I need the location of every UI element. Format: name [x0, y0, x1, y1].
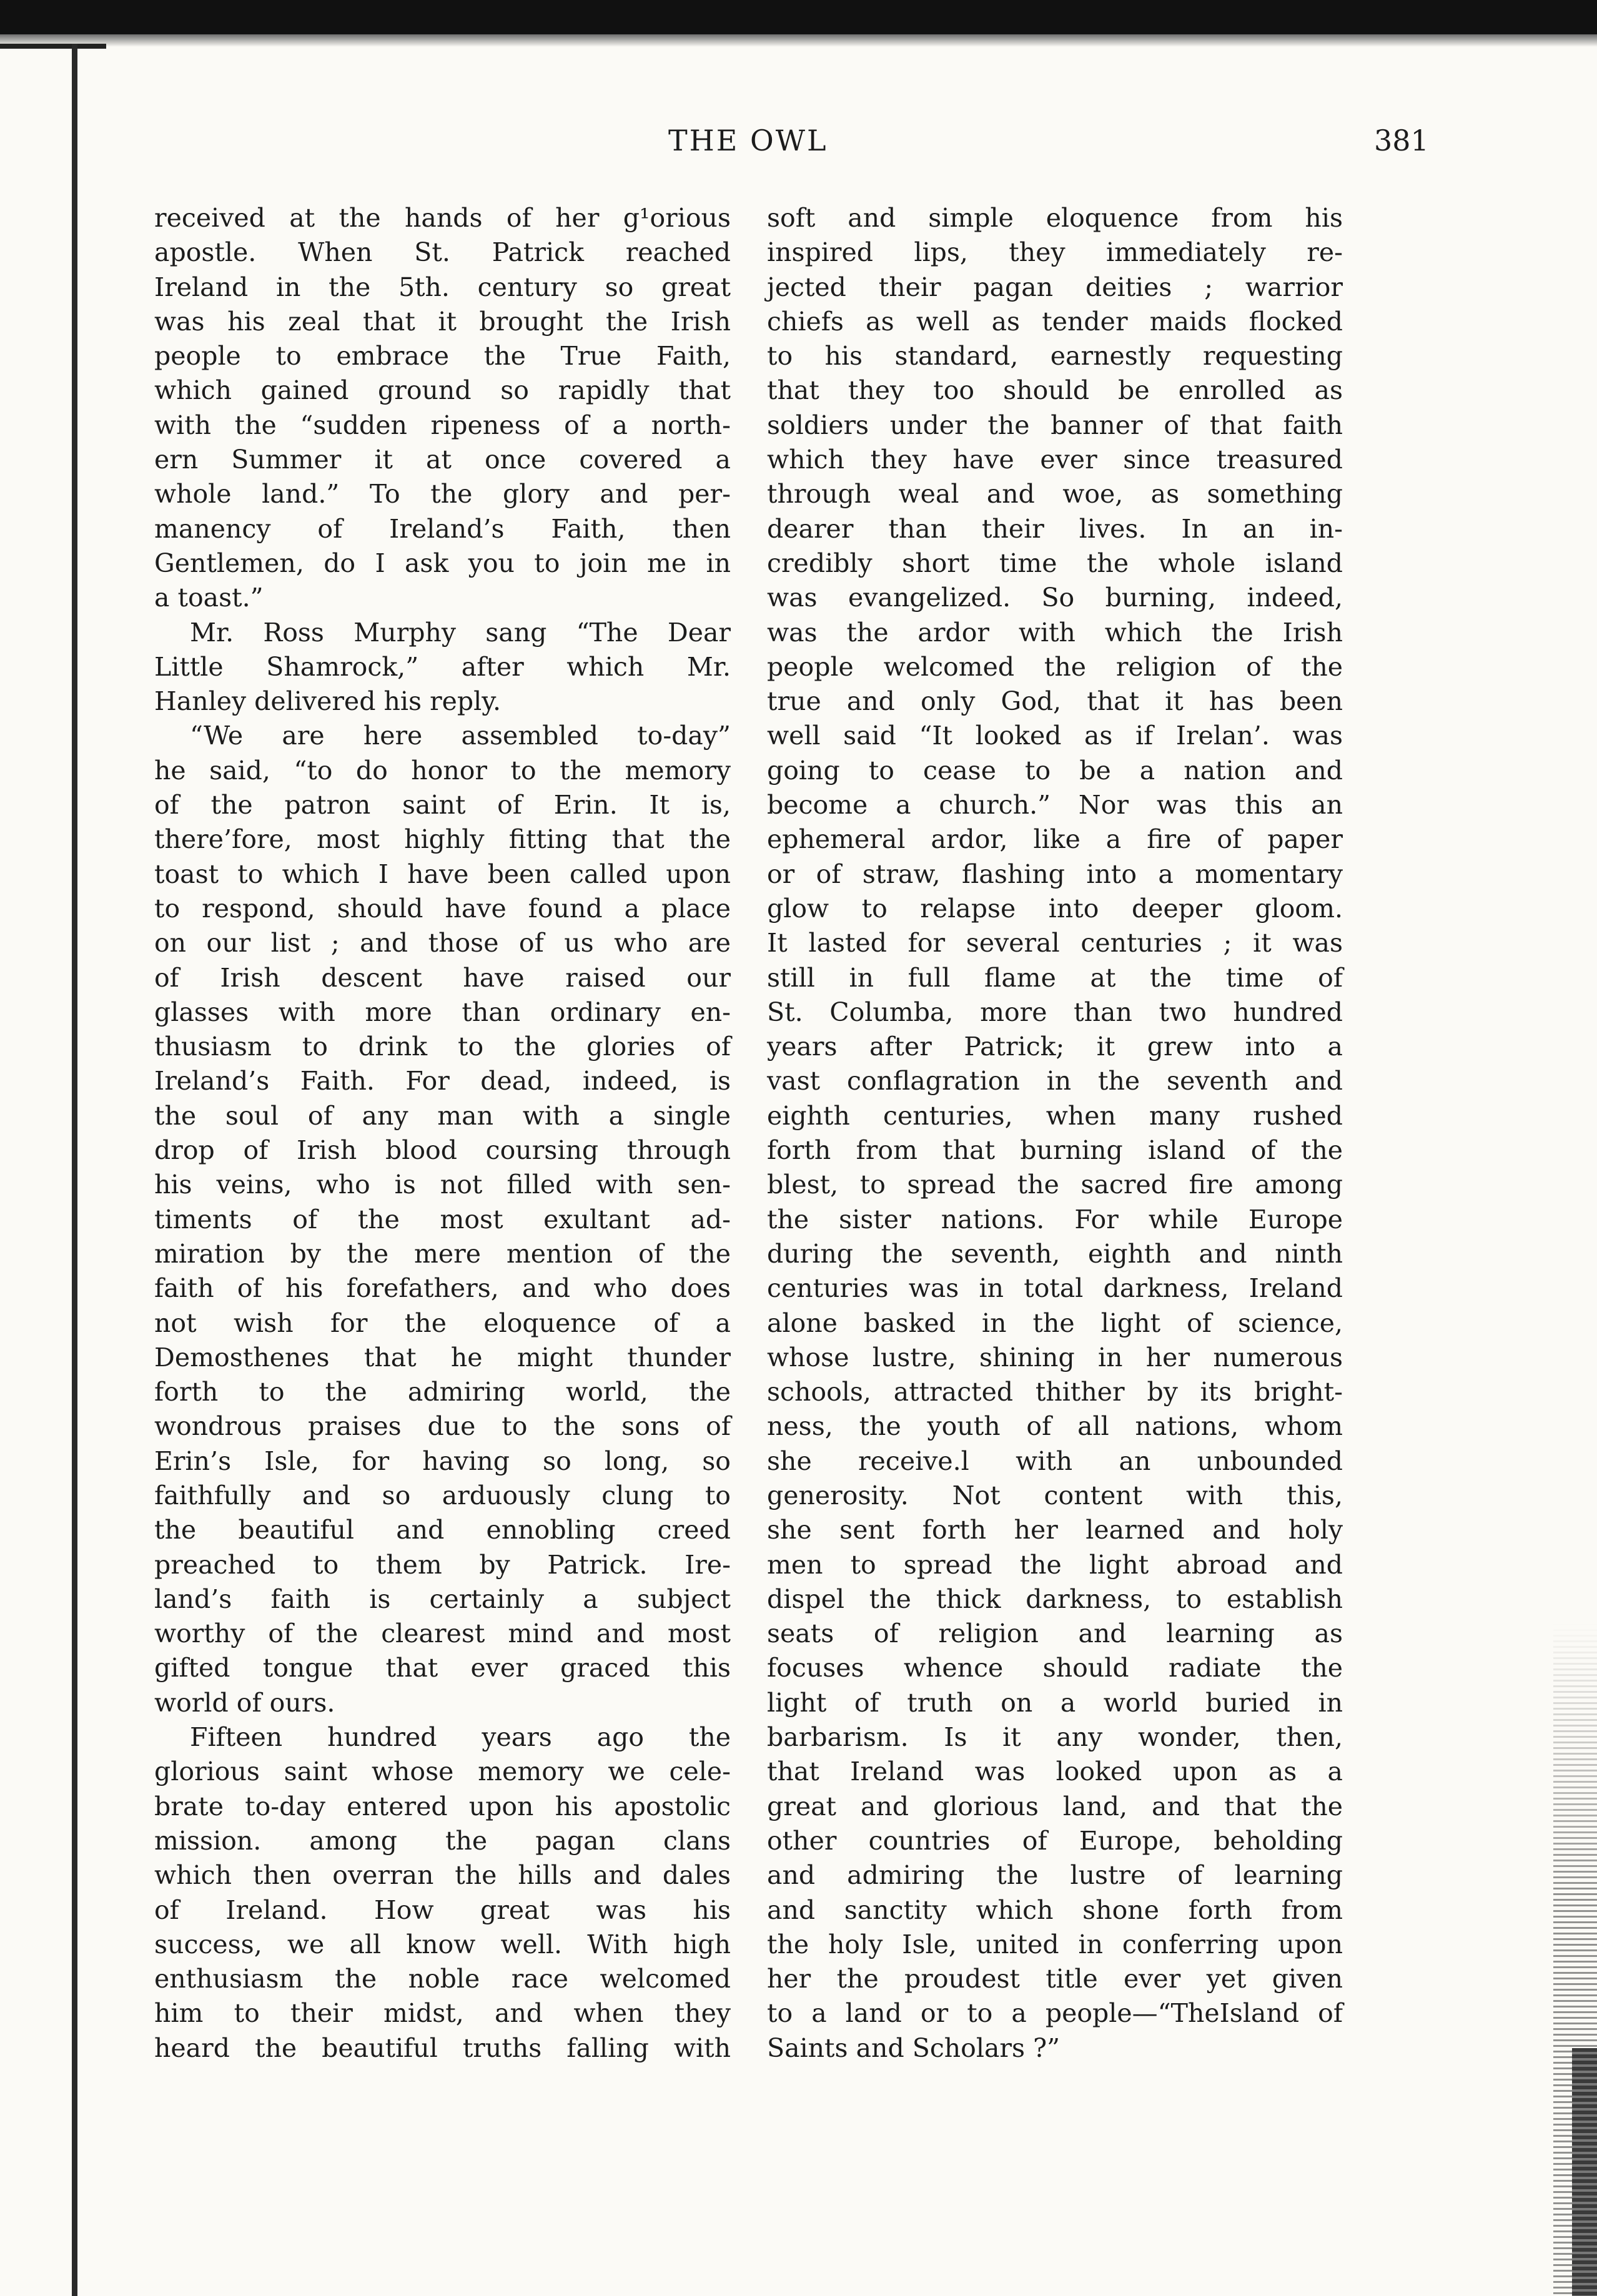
left-column — [154, 201, 731, 2066]
text-line: was evangelized. So burning, indeed, — [767, 583, 1343, 613]
text-line: manency of Ireland’s Faith, then — [154, 513, 731, 544]
text-line: apostle. When St. Patrick reached — [154, 237, 731, 268]
text-line: the soul of any man with a single — [154, 1100, 731, 1131]
text-line: of Ireland. How great was his — [154, 1894, 731, 1925]
text-line: success, we all know well. With high — [154, 1929, 731, 1959]
text-line: forth to the admiring world, the — [154, 1377, 731, 1407]
text-line: through weal and woe, as something — [767, 479, 1343, 510]
text-line: she sent forth her learned and holy — [767, 1515, 1343, 1545]
text-line: him to their midst, and when they — [154, 1998, 731, 2029]
text-line: drop of Irish blood coursing through — [154, 1135, 731, 1166]
text-line: people to embrace the True Faith, — [154, 341, 731, 372]
text-line: glasses with more than ordinary en- — [154, 997, 731, 1027]
text-line: which they have ever since treasured — [767, 445, 1343, 475]
text-line: well said “It looked as if Irelan’. was — [767, 721, 1343, 751]
text-line: brate to-day entered upon his apostolic — [154, 1791, 731, 1821]
scan-top-band-shadow — [0, 34, 1597, 47]
text-line: gifted tongue that ever graced this — [154, 1653, 731, 1683]
text-line: to respond, should have found a place — [154, 893, 731, 924]
text-line: faithfully and so arduously clung to — [154, 1480, 731, 1510]
text-line: Fifteen hundred years ago the — [190, 1722, 731, 1753]
running-head: THE OWL — [668, 124, 828, 157]
text-line: centuries was in total darkness, Ireland — [767, 1273, 1343, 1304]
text-line: Ireland in the 5th. century so great — [154, 272, 731, 302]
text-line: the sister nations. For while Europe — [767, 1204, 1343, 1234]
text-line: land’s faith is certainly a subject — [154, 1584, 731, 1614]
text-line: there’fore, most highly fitting that the — [154, 824, 731, 855]
text-line: Gentlemen, do I ask you to join me in — [154, 548, 731, 578]
text-line: great and glorious land, and that the — [767, 1791, 1343, 1821]
text-line: men to spread the light abroad and — [767, 1549, 1343, 1580]
text-line: ephemeral ardor, like a fire of paper — [767, 824, 1343, 855]
text-line: mission. among the pagan clans — [154, 1825, 731, 1856]
text-line: Hanley delivered his reply. — [154, 686, 502, 717]
binding-rule-top — [0, 44, 106, 49]
text-line: glorious saint whose memory we cele- — [154, 1756, 731, 1787]
text-line: light of truth on a world buried in — [767, 1687, 1343, 1718]
text-line: enthusiasm the noble race welcomed — [154, 1964, 731, 1994]
text-line: which gained ground so rapidly that — [154, 375, 731, 406]
text-line: focuses whence should radiate the — [767, 1653, 1343, 1683]
text-line: the holy Isle, united in conferring upon — [767, 1929, 1343, 1959]
text-line: years after Patrick; it grew into a — [767, 1032, 1343, 1062]
text-line: not wish for the eloquence of a — [154, 1308, 731, 1338]
text-line: jected their pagan deities ; warrior — [767, 272, 1343, 302]
text-line: Little Shamrock,” after which Mr. — [154, 651, 731, 682]
text-line: ness, the youth of all nations, whom — [767, 1411, 1343, 1442]
text-line: with the “sudden ripeness of a north- — [154, 410, 731, 440]
text-line: faith of his forefathers, and who does — [154, 1273, 731, 1304]
text-line: during the seventh, eighth and ninth — [767, 1238, 1343, 1269]
text-line: become a church.” Nor was this an — [767, 790, 1343, 820]
text-line: timents of the most exultant ad- — [154, 1204, 731, 1234]
text-line: she receive.l with an unbounded — [767, 1446, 1343, 1476]
text-line: forth from that burning island of the — [767, 1135, 1343, 1166]
text-line: thusiasm to drink to the glories of — [154, 1032, 731, 1062]
text-line: alone basked in the light of science, — [767, 1308, 1343, 1338]
text-line: of Irish descent have raised our — [154, 962, 731, 993]
text-line: worthy of the clearest mind and most — [154, 1619, 731, 1649]
text-line: and sanctity which shone forth from — [767, 1894, 1343, 1925]
binding-rule-left — [72, 44, 77, 2296]
text-line: whose lustre, shining in her numerous — [767, 1342, 1343, 1372]
text-line: and admiring the lustre of learning — [767, 1860, 1343, 1891]
text-line: he said, “to do honor to the memory — [154, 755, 731, 786]
scan-edge-dark — [1572, 2048, 1597, 2296]
text-line: to a land or to a people—“TheIsland of — [767, 1998, 1343, 2029]
text-line: on our list ; and those of us who are — [154, 928, 731, 958]
text-line: schools, attracted thither by its bright- — [767, 1377, 1343, 1407]
text-line: miration by the mere mention of the — [154, 1238, 731, 1269]
text-line: Ireland’s Faith. For dead, indeed, is — [154, 1066, 731, 1096]
text-line: or of straw, flashing into a momentary — [767, 859, 1343, 889]
text-line: of the patron saint of Erin. It is, — [154, 790, 731, 820]
text-line: soldiers under the banner of that faith — [767, 410, 1343, 440]
text-line: world of ours. — [154, 1687, 335, 1718]
text-line: eighth centuries, when many rushed — [767, 1100, 1343, 1131]
text-line: Erin’s Isle, for having so long, so — [154, 1446, 731, 1476]
text-line: the beautiful and ennobling creed — [154, 1515, 731, 1545]
text-line: received at the hands of her g¹orious — [154, 203, 731, 233]
text-line: his veins, who is not filled with sen- — [154, 1170, 731, 1200]
text-line: heard the beautiful truths falling with — [154, 2032, 731, 2063]
text-line: whole land.” To the glory and per- — [154, 479, 731, 510]
text-line: seats of religion and learning as — [767, 1619, 1343, 1649]
text-line: “We are here assembled to-day” — [190, 721, 731, 751]
text-line: glow to relapse into deeper gloom. — [767, 893, 1343, 924]
right-column — [767, 201, 1343, 2066]
text-line: Demosthenes that he might thunder — [154, 1342, 731, 1372]
text-line: that Ireland was looked upon as a — [767, 1756, 1343, 1787]
text-line: other countries of Europe, beholding — [767, 1825, 1343, 1856]
text-line: was his zeal that it brought the Irish — [154, 306, 731, 337]
text-line: which then overran the hills and dales — [154, 1860, 731, 1891]
text-line: chiefs as well as tender maids flocked — [767, 306, 1343, 337]
text-line: that they too should be enrolled as — [767, 375, 1343, 406]
page-number: 381 — [1374, 124, 1429, 157]
text-line: dearer than their lives. In an in- — [767, 513, 1343, 544]
scan-top-band — [0, 0, 1597, 34]
text-line: people welcomed the religion of the — [767, 651, 1343, 682]
text-line: was the ardor with which the Irish — [767, 617, 1343, 648]
text-line: wondrous praises due to the sons of — [154, 1411, 731, 1442]
text-line: blest, to spread the sacred fire among — [767, 1170, 1343, 1200]
text-line: vast conflagration in the seventh and — [767, 1066, 1343, 1096]
text-line: soft and simple eloquence from his — [767, 203, 1343, 233]
text-line: It lasted for several centuries ; it was — [767, 928, 1343, 958]
text-line: Mr. Ross Murphy sang “The Dear — [190, 617, 731, 648]
text-line: true and only God, that it has been — [767, 686, 1343, 717]
text-line: credibly short time the whole island — [767, 548, 1343, 578]
text-line: going to cease to be a nation and — [767, 755, 1343, 786]
text-line: generosity. Not content with this, — [767, 1480, 1343, 1510]
text-line: her the proudest title ever yet given — [767, 1964, 1343, 1994]
text-line: a toast.” — [154, 583, 264, 613]
text-line: still in full flame at the time of — [767, 962, 1343, 993]
text-line: toast to which I have been called upon — [154, 859, 731, 889]
text-line: to his standard, earnestly requesting — [767, 341, 1343, 372]
text-line: dispel the thick darkness, to establish — [767, 1584, 1343, 1614]
text-line: ern Summer it at once covered a — [154, 445, 731, 475]
text-line: Saints and Scholars ?” — [767, 2032, 1061, 2063]
text-line: barbarism. Is it any wonder, then, — [767, 1722, 1343, 1753]
text-line: inspired lips, they immediately re- — [767, 237, 1343, 268]
text-line: preached to them by Patrick. Ire- — [154, 1549, 731, 1580]
text-line: St. Columba, more than two hundred — [767, 997, 1343, 1027]
